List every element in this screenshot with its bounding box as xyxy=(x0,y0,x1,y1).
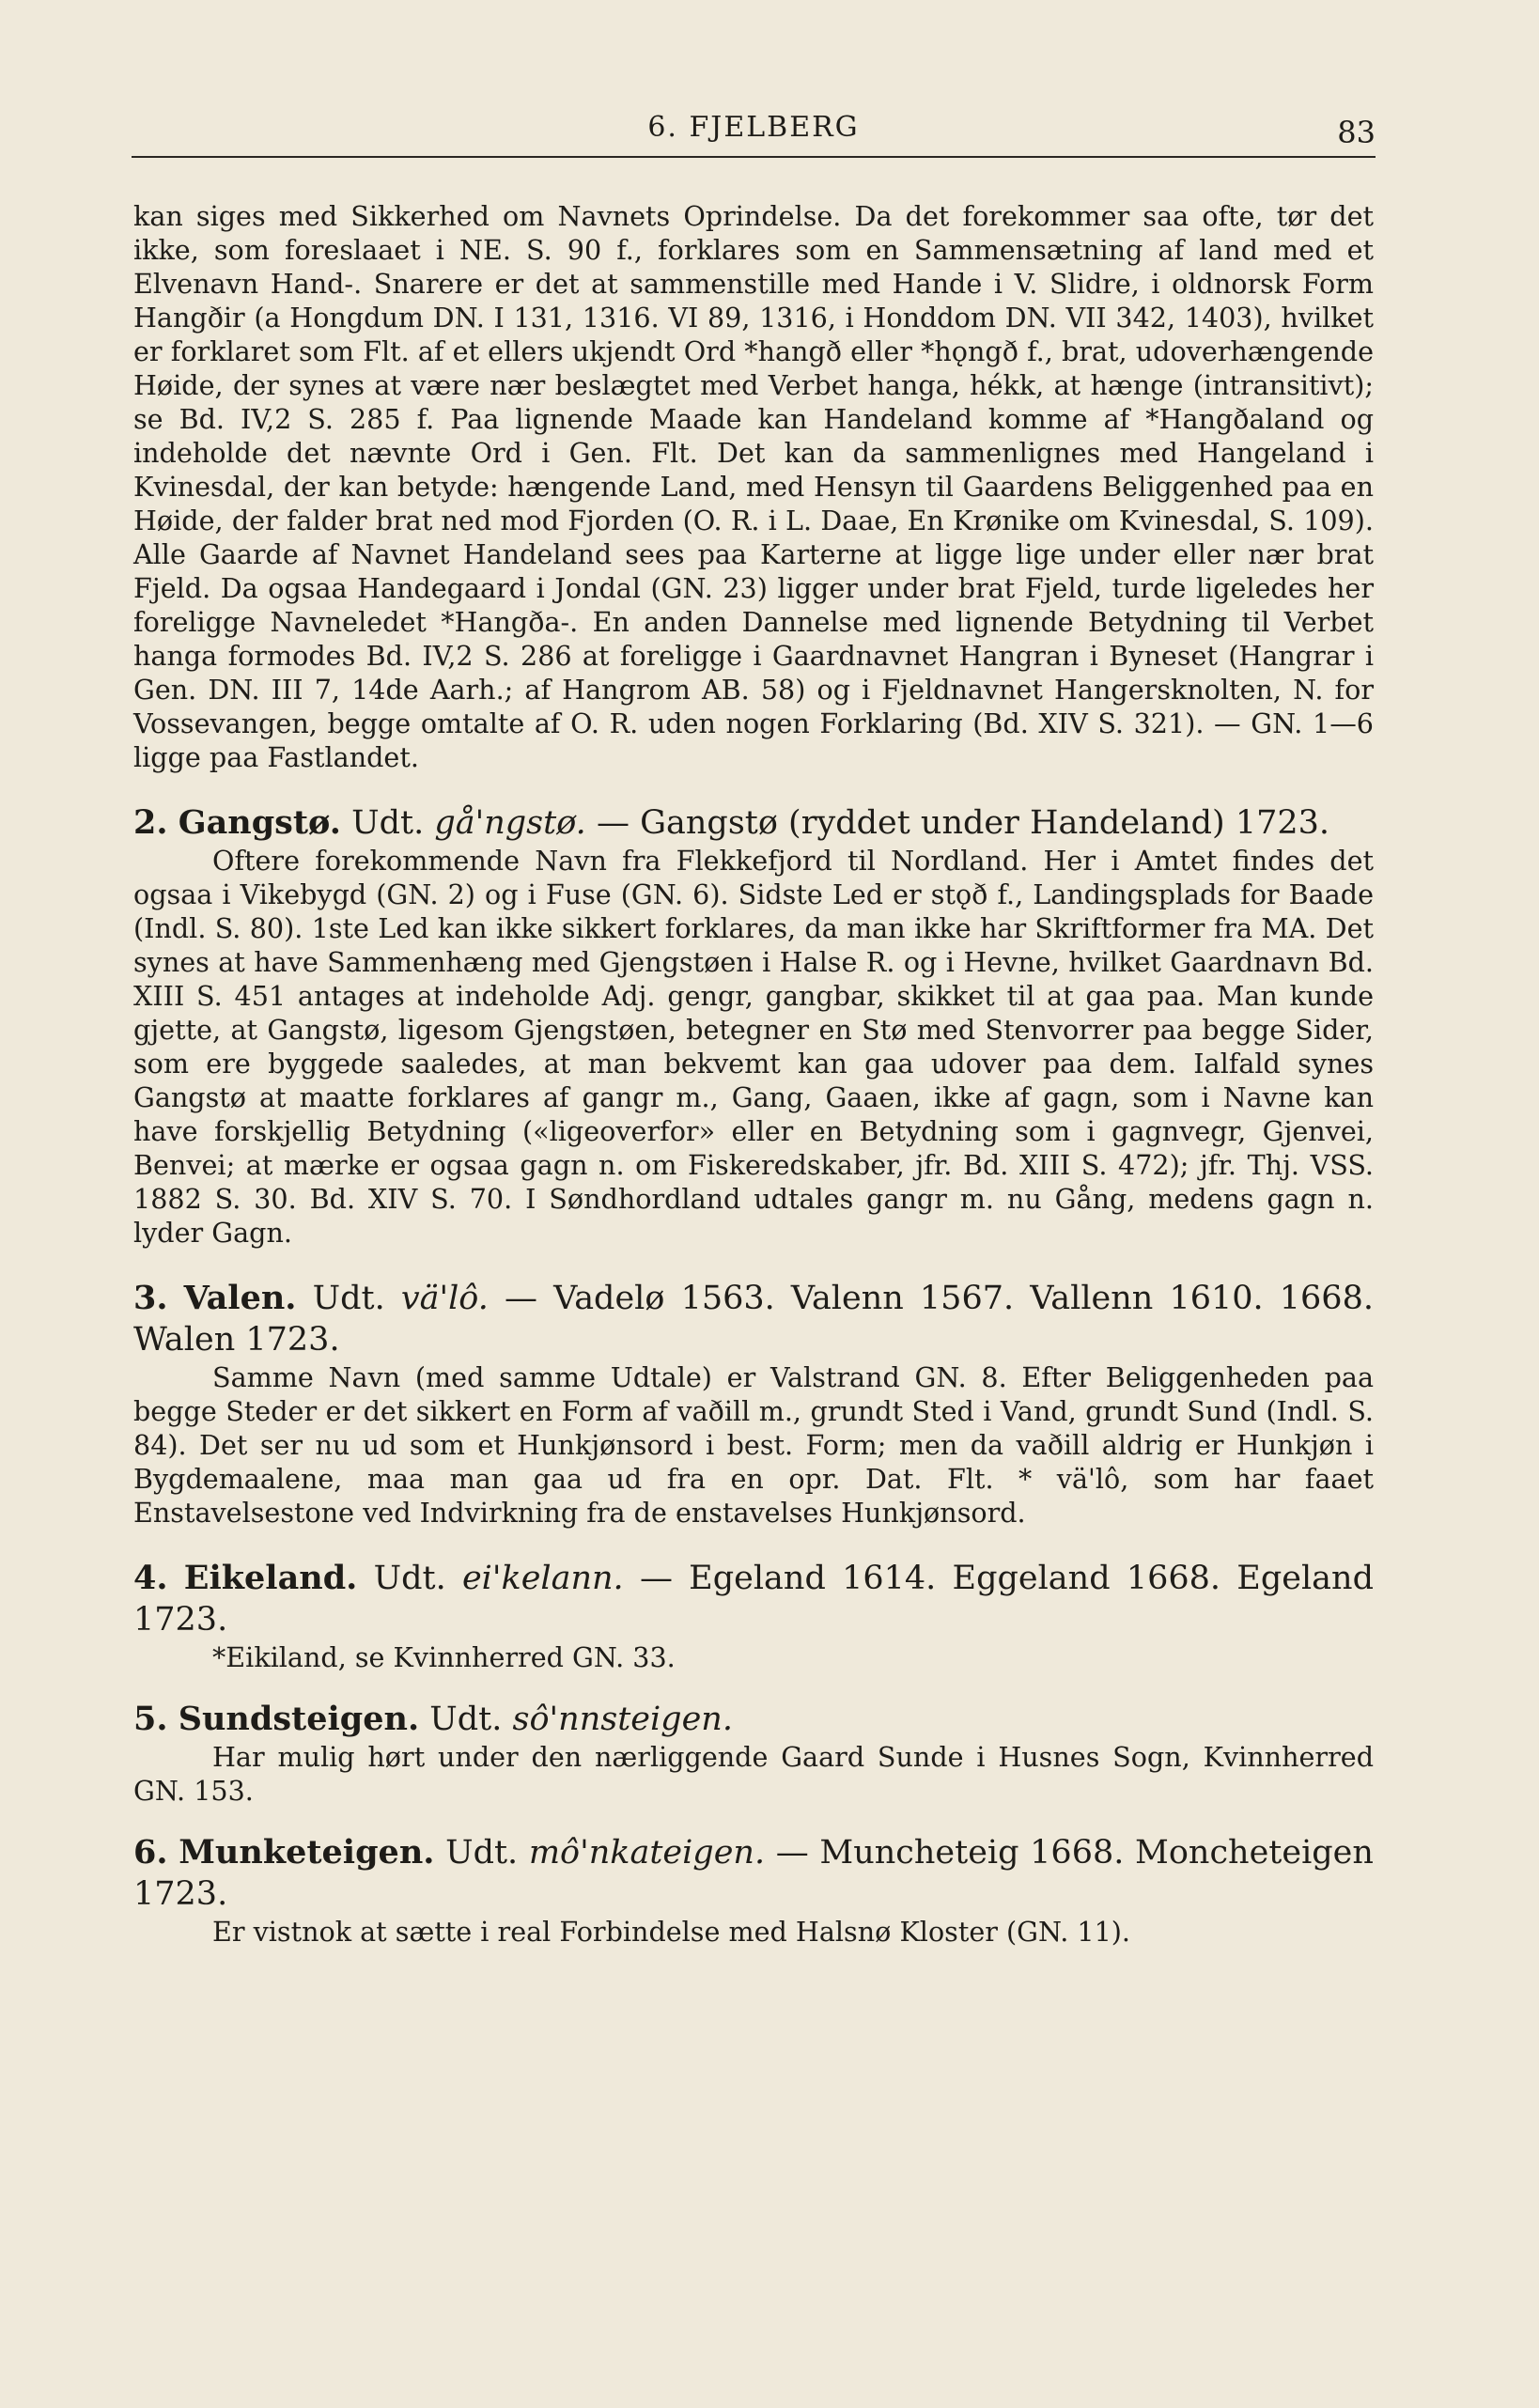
entry-udt: Udt. xyxy=(445,1834,519,1872)
entry-udt: Udt. xyxy=(373,1560,446,1597)
entry-pronunciation: gå'ngstø. xyxy=(434,804,586,842)
entry-number: 6. xyxy=(133,1833,168,1872)
entry-pronunciation: vä'lô. xyxy=(400,1280,489,1317)
entry-heading-gangsto xyxy=(133,802,1374,844)
entry-name: Valen. xyxy=(183,1279,297,1317)
intro-paragraph: kan siges med Sikkerhed om Navnets Oprindelse. Da det forekommer saa ofte, tør det ikke, som foreslaaet i NE. S. 90 f., forklares som en Sammensætning af land med et Elvenavn Hand-. Snarere er det at sammenstille med Hande i V. Slidre, i oldnorsk Form Hangðir (a Hongdum DN. I 131, 1316. VI 89, 1316, i Honddom DN. VII 342, 1403), hvilket er forklaret som Flt. af et ellers ukjendt Ord *hangð eller *hǫngð f., brat, udoverhængende Høide, der synes at være nær beslægtet med Verbet hanga, hékk, at hænge (intransitivt); se Bd. IV,2 S. 285 f. Paa lignende Maade kan Handeland komme af *Hangðaland og indeholde det nævnte Ord i Gen. Flt. Det kan da sammenlignes med Hangeland i Kvinesdal, der kan betyde: hængende Land, med Hensyn til Gaardens Beliggenhed paa en Høide, der falder brat ned mod Fjorden (O. R. i L. Daae, En Krønike om Kvinesdal, S. 109). Alle Gaarde af Navnet Handeland sees paa Karterne at ligge lige under eller nær brat Fjeld. Da ogsaa Handegaard i Jondal (GN. 23) ligger under brat Fjeld, turde ligeledes her foreligge Navneledet *Hangða-. En anden Dannelse med lignende Betydning til Verbet hanga formodes Bd. IV,2 S. 286 at foreligge i Gaardnavnet Hangran i Byneset (Hangrar i Gen. DN. III 7, 14de Aarh.; af Hangrom AB. 58) og i Fjeldnavnet Hangersknolten, N. for Vossevangen, begge omtalte af O. R. uden nogen Forklaring (Bd. XIV S. 321). — GN. 1—6 ligge paa Fastlandet. xyxy=(133,200,1374,773)
entry-udt: Udt. xyxy=(351,804,425,842)
entry-name: Sundsteigen. xyxy=(178,1700,420,1738)
entry-text-eikeland: *Eikiland, se Kvinnherred GN. 33. xyxy=(212,1641,676,1673)
entry-heading-munketeigen xyxy=(133,1832,1374,1915)
text-body xyxy=(133,199,1374,1949)
entry-pronunciation: ei'kelann. xyxy=(461,1560,624,1597)
entry-text-valen: Samme Navn (med samme Udtale) er Valstrand GN. 8. Efter Beliggenheden paa begge Steder er det sikkert en Form af vaðill m., grundt Sted i Vand, grundt Sund (Indl. S. 84). Det ser nu ud som et Hunkjønsord i best. Form; men da vaðill aldrig er Hunkjøn i Bygdemaalene, maa man gaa ud fra en opr. Dat. Flt. * vä'lô, som har faaet Enstavelsestone ved Indvirkning fra de enstavelses Hunkjønsord. xyxy=(133,1361,1374,1529)
entry-heading-valen xyxy=(133,1278,1374,1360)
entry-number: 3. xyxy=(133,1279,168,1317)
header-rule xyxy=(132,156,1376,158)
entry-text-sundsteigen: Har mulig hørt under den nærliggende Gaard Sunde i Husnes Sogn, Kvinnherred GN. 153. xyxy=(133,1741,1374,1807)
entry-text-gangsto: Oftere forekommende Navn fra Flekkefjord til Nordland. Her i Amtet findes det ogsaa i Vikebygd (GN. 2) og i Fuse (GN. 6). Sidste Led er stǫð f., Landingsplads for Baade (Indl. S. 80). 1ste Led kan ikke sikkert forklares, da man ikke har Skriftformer fra MA. Det synes at have Sammenhæng med Gjengstøen i Halse R. og i Hevne, hvilket Gaardnavn Bd. XIII S. 451 antages at indeholde Adj. gengr, gangbar, skikket til at gaa paa. Man kunde gjette, at Gangstø, ligesom Gjengstøen, betegner en Stø med Stenvorrer paa begge Sider, som ere byggede saaledes, at man bekvemt kan gaa udover paa dem. Ialfald synes Gangstø at maatte forklares af gangr m., Gang, Gaaen, ikke af gagn, som i Navne kan have forskjellig Betydning («ligeoverfor» eller en Betydning som i gagnvegr, Gjenvei, Benvei; at mærke er ogsaa gagn n. om Fiskeredskaber, jfr. Bd. XIII S. 472); jfr. Thj. VSS. 1882 S. 30. Bd. XIV S. 70. I Søndhordland udtales gangr m. nu Gång, medens gagn n. lyder Gagn. xyxy=(133,845,1374,1249)
entry-name: Gangstø. xyxy=(178,803,341,842)
page-number: 83 xyxy=(1337,115,1376,150)
running-title: 6. FJELBERG xyxy=(647,111,860,144)
entry-udt: Udt. xyxy=(429,1701,503,1738)
entry-forms: — Vadelø 1563. Valenn 1567. Vallenn 1610. 1668. Walen 1723. xyxy=(133,1280,1374,1359)
entry-pronunciation: mô'nkateigen. xyxy=(528,1834,766,1872)
entry-udt: Udt. xyxy=(312,1280,385,1317)
entry-heading-sundsteigen xyxy=(133,1699,1374,1740)
entry-name: Eikeland. xyxy=(183,1559,358,1597)
entry-number: 2. xyxy=(133,803,168,842)
entry-forms: — Muncheteig 1668. Moncheteigen 1723. xyxy=(133,1834,1374,1913)
entry-number: 5. xyxy=(133,1700,168,1738)
entry-forms: — Egeland 1614. Eggeland 1668. Egeland 1723. xyxy=(133,1560,1374,1639)
entry-pronunciation: sô'nnsteigen. xyxy=(512,1701,733,1738)
entry-number: 4. xyxy=(133,1559,168,1597)
entry-forms: — Gangstø (ryddet under Handeland) 1723. xyxy=(596,804,1330,842)
running-header xyxy=(132,111,1376,160)
entry-name: Munketeigen. xyxy=(179,1833,435,1872)
entry-text-munketeigen: Er vistnok at sætte i real Forbindelse med Halsnø Kloster (GN. 11). xyxy=(212,1916,1131,1948)
entry-heading-eikeland xyxy=(133,1558,1374,1640)
